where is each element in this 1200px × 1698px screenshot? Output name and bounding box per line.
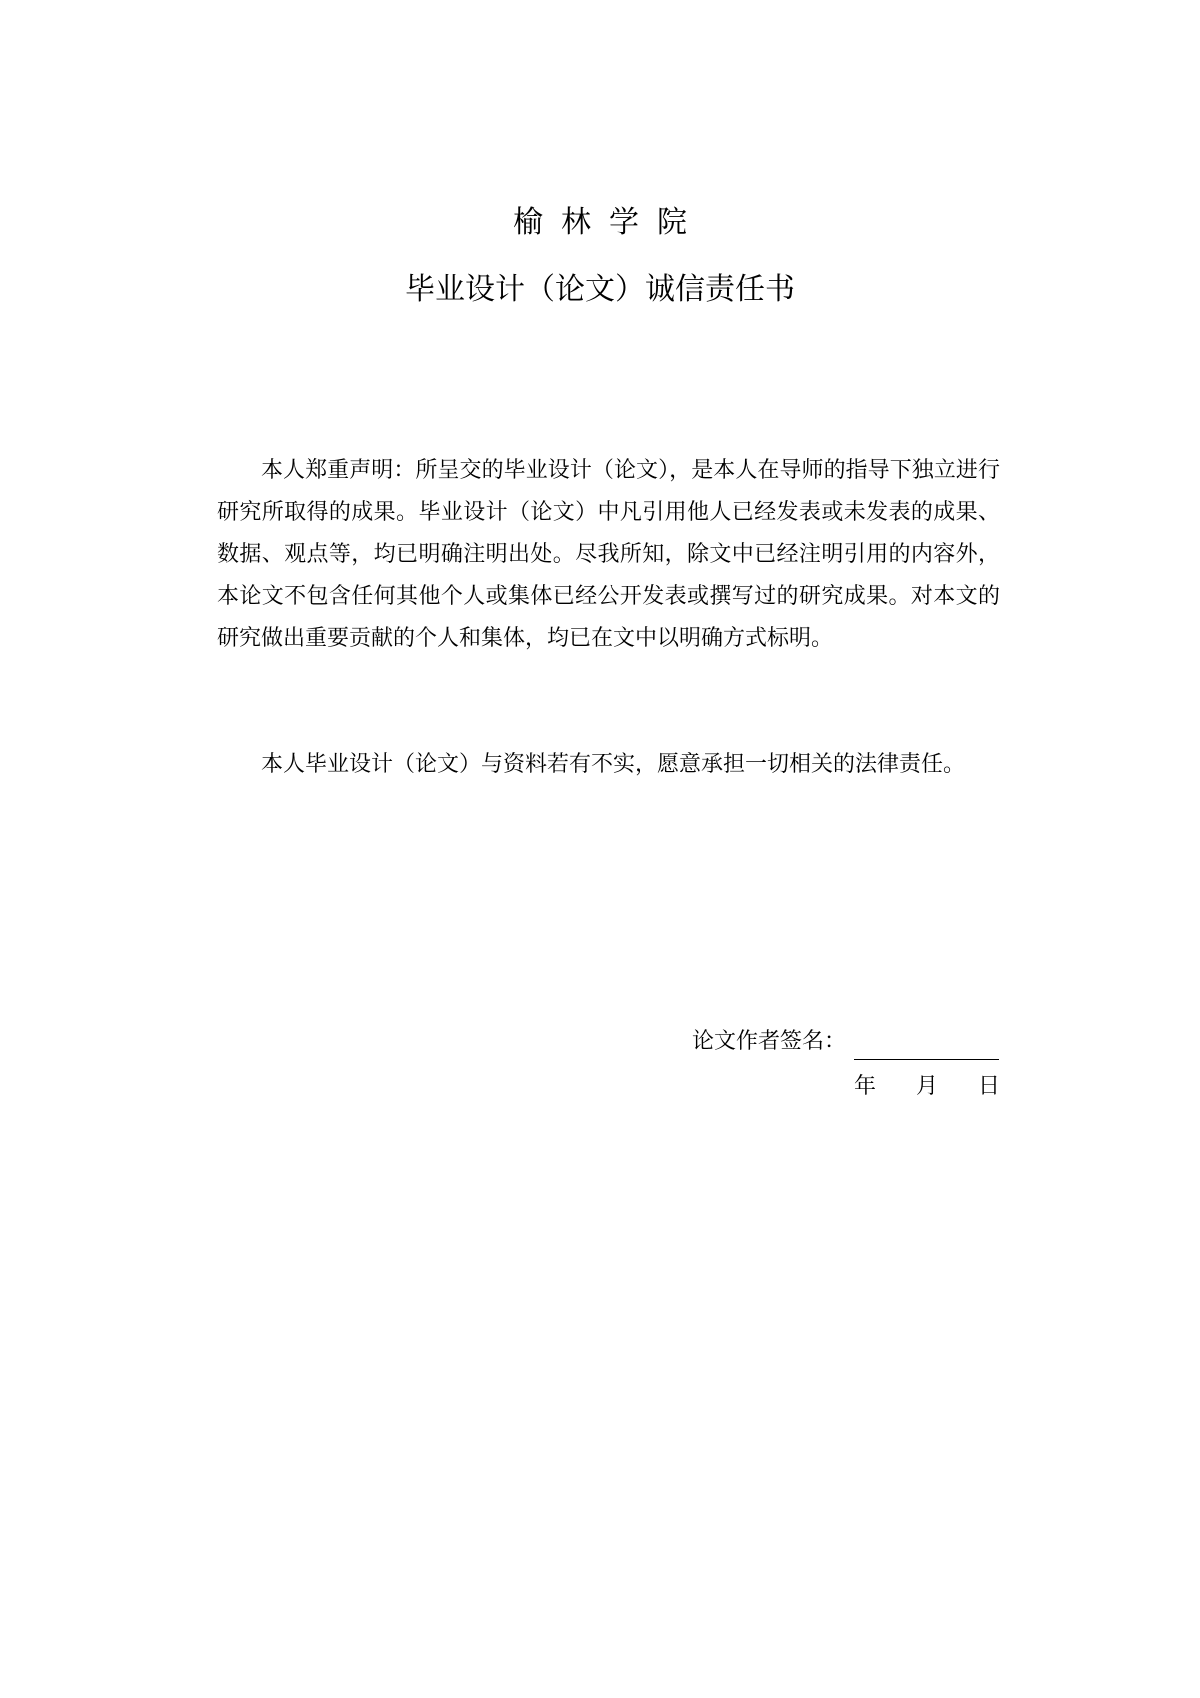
date-year-label: 年 (853, 1074, 876, 1099)
date-month-label: 月 (915, 1074, 938, 1099)
date-day-label: 日 (977, 1074, 1000, 1099)
date-row (854, 1069, 1000, 1105)
institution-name: 榆林学院 (513, 205, 705, 240)
signature-row (692, 1024, 999, 1060)
liability-paragraph: 本人毕业设计（论文）与资料若有不实，愿意承担一切相关的法律责任。 (261, 752, 966, 777)
declaration-paragraph: 本人郑重声明：所呈交的毕业设计（论文），是本人在导师的指导下独立进行研究所取得的成果。毕业设计（论文）中凡引用他人已经发表或未发表的成果、数据、观点等，均已明确注明出处。尽我所知，除文中已经注明引用的内容外，本论文不包含任何其他个人或集体已经公开发表或撰写过的研究成果。对本文的研究做出重要贡献的个人和集体，均已在文中以明确方式标明。 (217, 458, 1000, 651)
signature-label: 论文作者签名： (691, 1029, 846, 1054)
document-title: 毕业设计（论文）诚信责任书 (405, 272, 795, 307)
signature-field[interactable] (854, 1033, 999, 1060)
